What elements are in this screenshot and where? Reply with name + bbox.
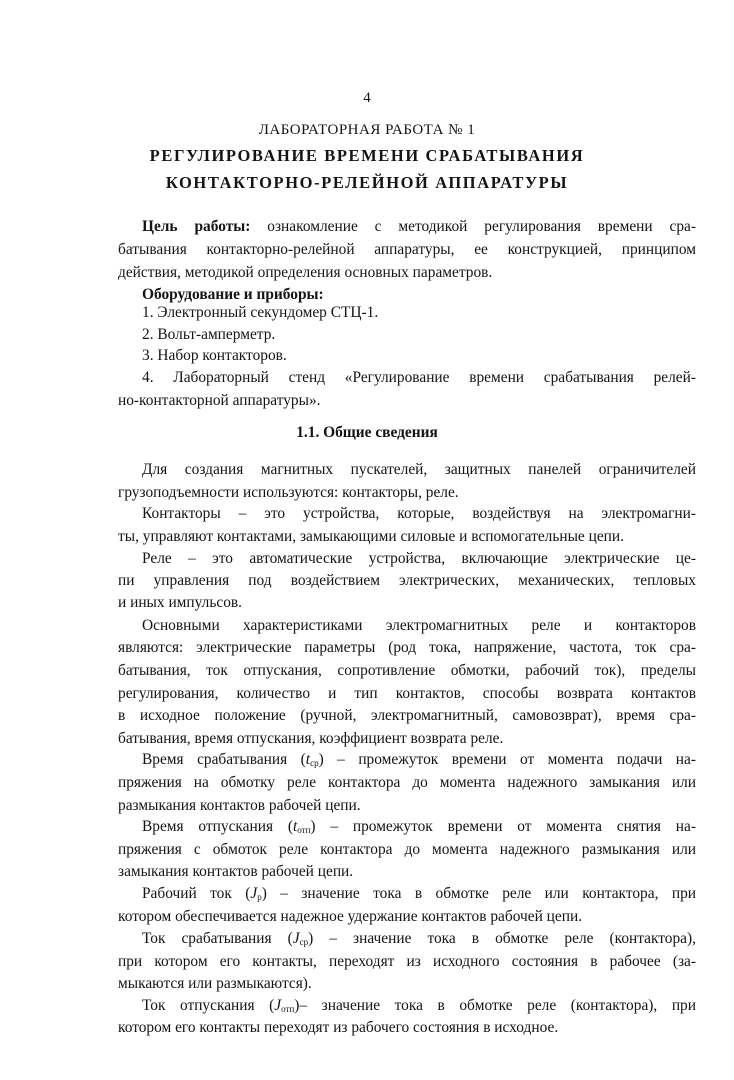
equipment-item-3: 3. Набор контакторов. (142, 347, 287, 364)
p5-line-2: пряжения на обмотку реле контактора до момента надежного замыкания или (118, 774, 696, 791)
p3-line-1: Реле – это автоматические устройства, включающие электрические це- (142, 550, 696, 567)
title-line-2: КОНТАКТОРНО-РЕЛЕЙНОЙ АППАРАТУРЫ (165, 173, 569, 192)
title-line-1: РЕГУЛИРОВАНИЕ ВРЕМЕНИ СРАБАТЫВАНИЯ (149, 146, 585, 165)
goal-line-3: действия, методикой определения основных параметров. (118, 264, 493, 281)
equipment-heading: Оборудование и приборы: (142, 286, 324, 303)
p1-line-2: грузоподъемности используются: контакторы, реле. (118, 484, 459, 501)
p4-line-3: батывания, ток отпускания, сопротивление обмотки, рабочий ток), пределы (118, 662, 696, 679)
p1-line-1: Для создания магнитных пускателей, защитных панелей ограничителей (142, 461, 696, 478)
p6-line-2: пряжения с обмоток реле контактора до момента надежного размыкания или (118, 841, 696, 858)
p5-line-3: размыкания контактов рабочей цепи. (118, 797, 361, 814)
p8-line-3: мыкаются или размыкаются). (118, 975, 312, 992)
p3-line-2: пи управления под воздействием электрических, механических, тепловых (118, 572, 696, 589)
p2-line-2: ты, управляют контактами, замыкающими силовые и вспомогательные цепи. (118, 528, 624, 545)
equipment-item-1: 1. Электронный секундомер СТЦ-1. (142, 304, 379, 321)
p9-line-1: Ток отпускания $(J_{отп})-$ значение тока в обмотке реле (контактора), при (142, 997, 696, 1014)
goal-line-2: батывания контакторно-релейной аппаратуры, ее конструкцией, принципом (118, 241, 696, 258)
p7-line-2: котором обеспечивается надежное удержание контактов рабочей цепи. (118, 908, 583, 925)
section-heading: 1.1. Общие сведения (296, 424, 438, 441)
equipment-item-4-cont: но-контакторной аппаратуры». (118, 392, 321, 409)
p4-line-2: являются: электрические параметры (род тока, напряжение, частота, ток сра- (118, 639, 696, 656)
p8-line-1: Ток срабатывания $(J_{ср})$ – значение тока в обмотке реле (контактора), (142, 930, 696, 947)
p9-line-2: котором его контакты переходят из рабочего состояния в исходное. (118, 1019, 559, 1036)
p6-line-3: замыкания контактов рабочей цепи. (118, 863, 354, 880)
p4-line-4: регулирования, количество и тип контактов, способы возврата контактов (118, 685, 696, 702)
equipment-item-2: 2. Вольт-амперметр. (142, 326, 276, 343)
page-number: 4 (363, 90, 371, 106)
p2-line-1: Контакторы – это устройства, которые, воздействуя на электромагни- (142, 505, 696, 522)
equipment-item-4: 4. Лабораторный стенд «Регулирование времени срабатывания релей- (142, 369, 696, 386)
p3-line-3: и иных импульсов. (118, 594, 243, 611)
lab-work-label: ЛАБОРАТОРНАЯ РАБОТА № 1 (258, 122, 476, 138)
p8-line-2: при котором его контакты, переходят из исходного состояния в рабочее (за- (118, 953, 696, 970)
p4-line-1: Основными характеристиками электромагнитных реле и контакторов (142, 617, 696, 634)
p4-line-6: батывания, время отпускания, коэффициент возврата реле. (118, 730, 504, 747)
p7-line-1: Рабочий ток $(J_р)$ – значение тока в обмотке реле или контактора, при (142, 885, 697, 902)
p4-line-5: в исходное положение (ручной, электромагнитный, самовозврат), время сра- (118, 707, 696, 724)
p6-line-1: Время отпускания $(t_{отп})$ – промежуток времени от момента снятия на- (142, 818, 696, 835)
goal-line-1: Цель работы: ознакомление с методикой регулирования времени сра- (142, 218, 696, 235)
p5-line-1: Время срабатывания $(t_{ср})$ – промежуток времени от момента подачи на- (142, 751, 696, 768)
goal-label: Цель работы: (142, 218, 251, 235)
